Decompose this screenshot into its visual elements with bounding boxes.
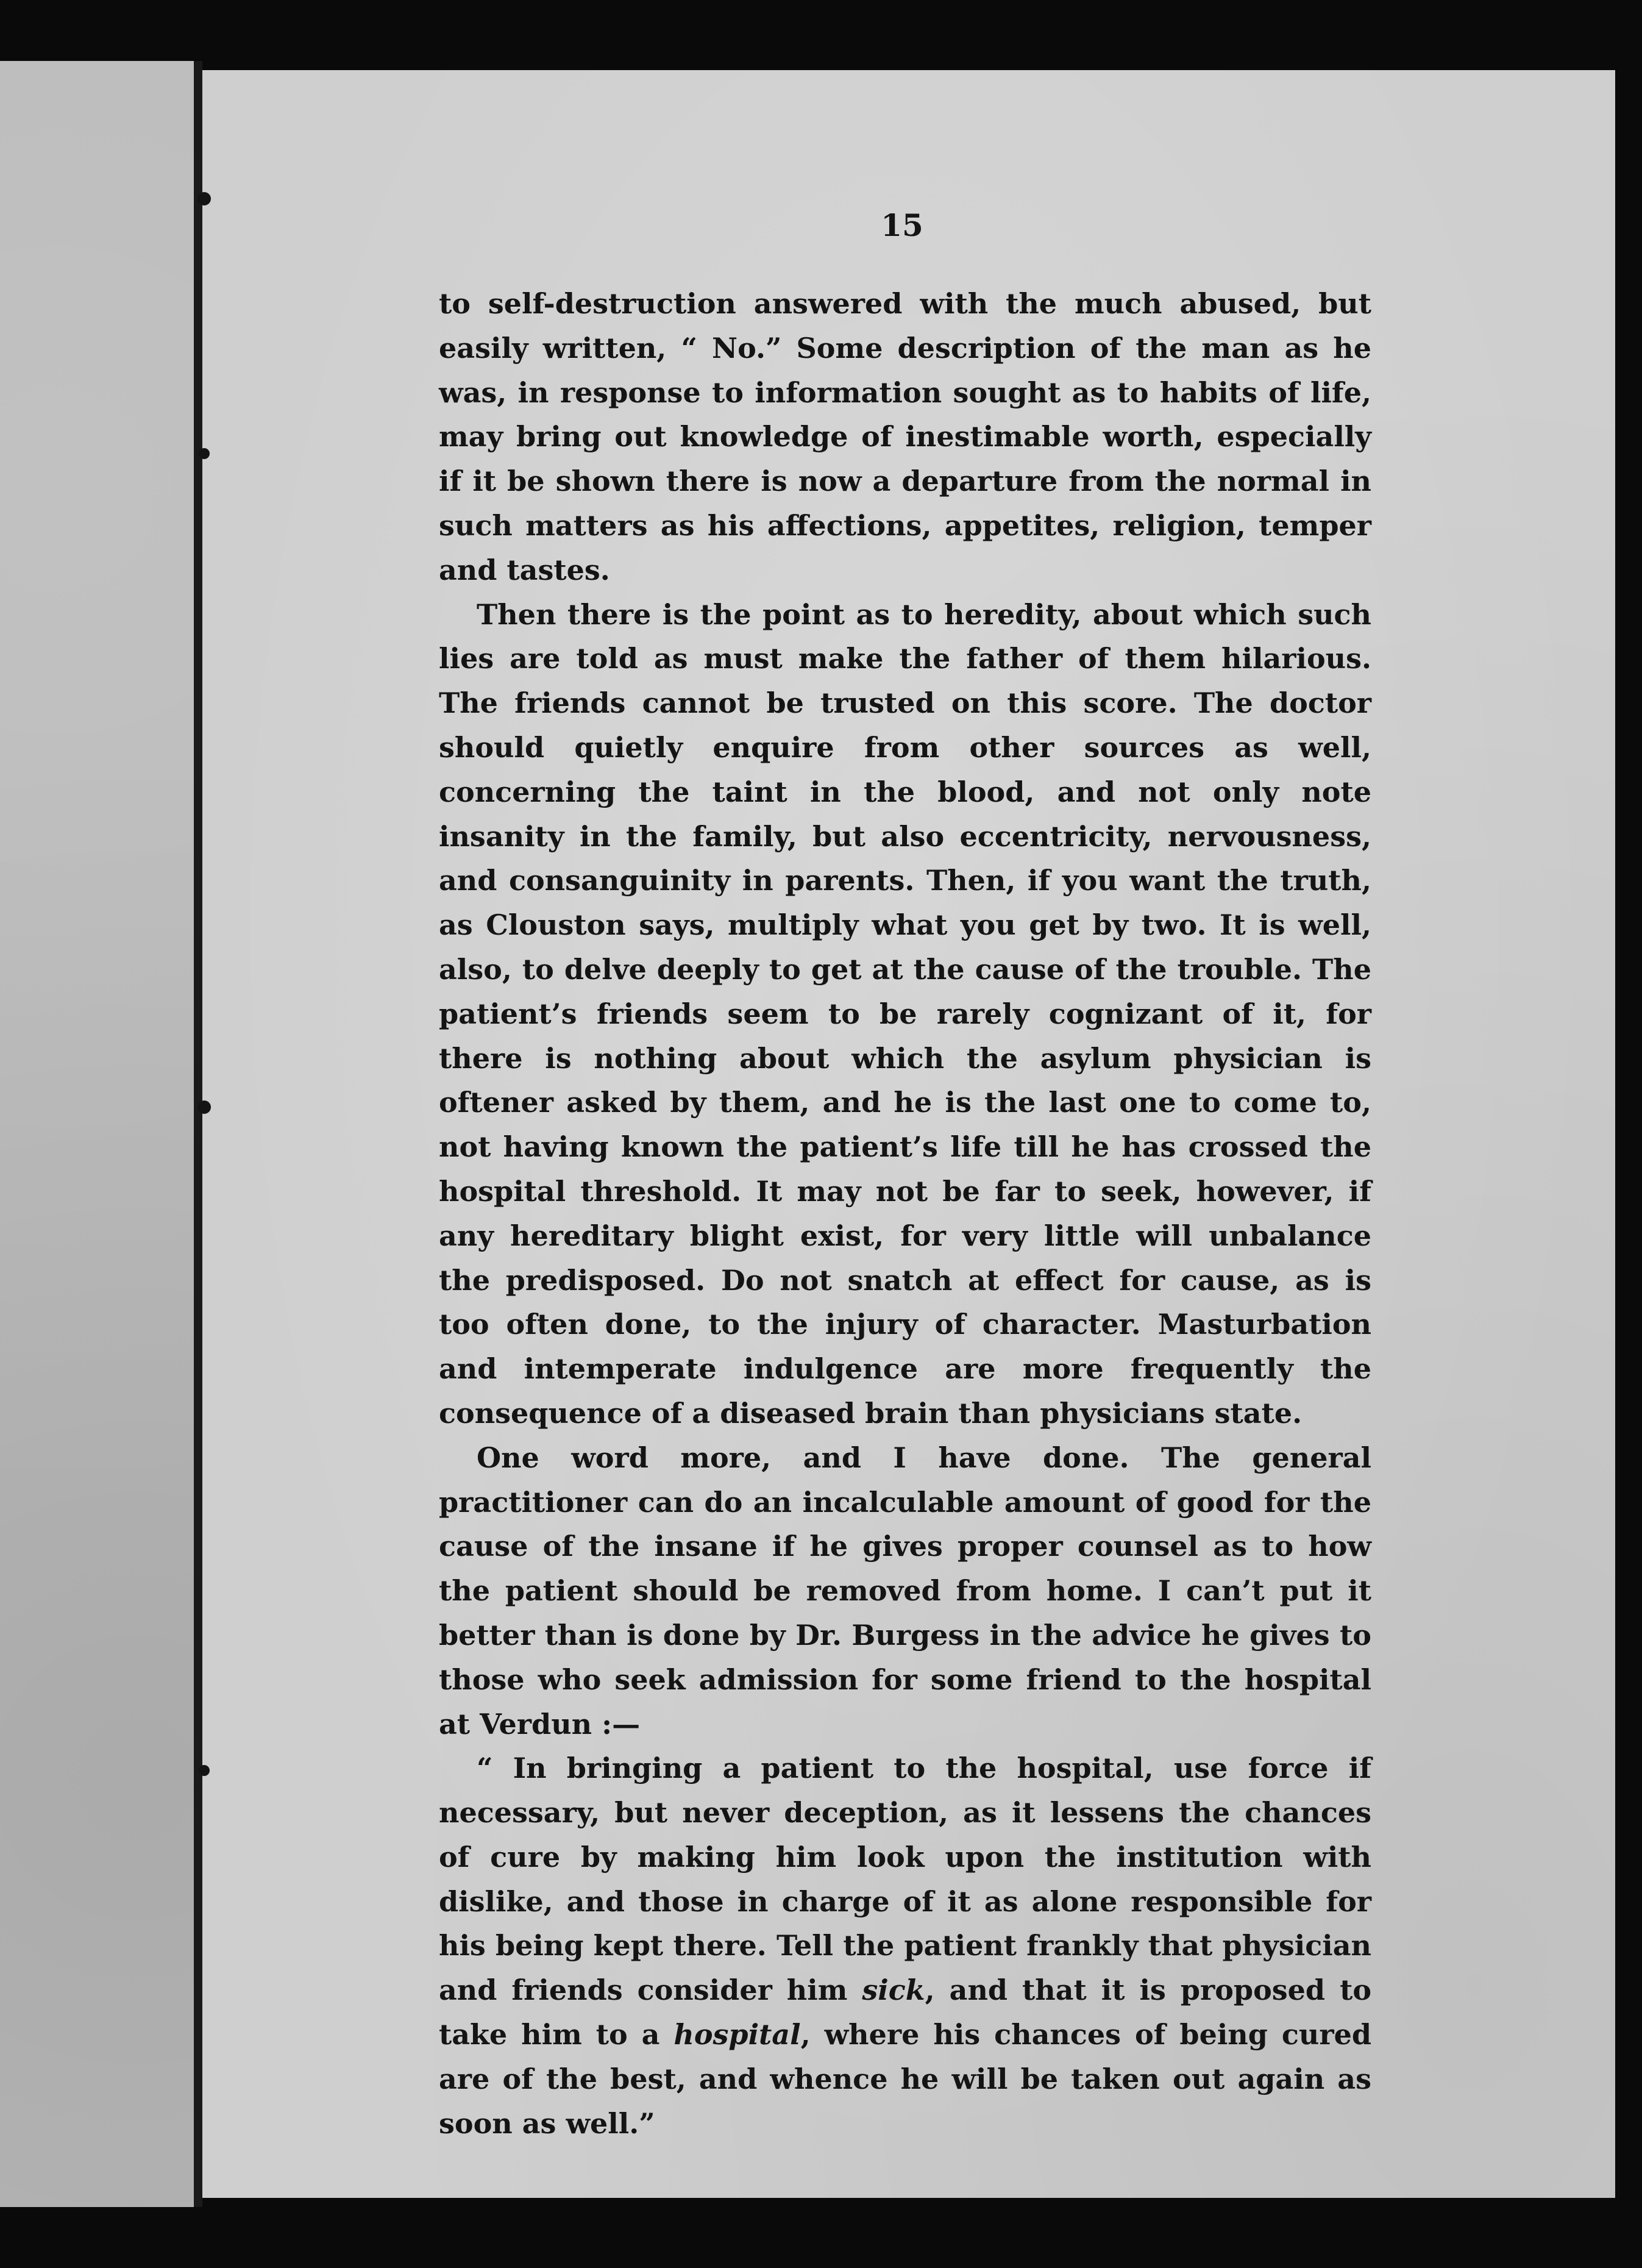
binding-mark [199,1765,210,1776]
binding-mark [197,1100,211,1114]
facing-page-edge [0,61,194,2207]
book-gutter [194,61,202,2207]
block-quote [439,1746,1371,2145]
quote-italic-word: hospital [674,2018,801,2052]
page-number: 15 [881,207,923,243]
paragraph: One word more, and I have done. The general practitioner can do an incalculable amount of good for the cause of the insane if he gives proper counsel as to how the patient should be removed from home. I can’t put it better than is done by Dr. Burgess in the advice he gives to those who seek admission for some friend to the hospital at Verdun :— [439,1441,1371,1741]
binding-mark [197,192,211,205]
paragraph: Then there is the point as to heredity, about which such lies are told as must make the father of them hilarious. The friends cannot be trusted on this score. The doctor should quietly enquire from other sources as well, concerning the taint in the blood, and not only note insanity in the family, but also eccentricity, nervousness, and consanguinity in parents. Then, if you want the truth, as Clouston says, multiply what you get by two. It is well, also, to delve deeply to get at the cause of the trouble. The patient’s friends seem to be rarely cognizant of it, for there is nothing about which the asylum physician is oftener asked by them, and he is the last one to come to, not having known the patient’s life till he has crossed the hospital threshold. It may not be far to seek, however, if any hereditary blight exist, for very little will unbalance the predisposed. Do not snatch at effect for cause, as is too often done, to the injury of character. Masturbation and intemperate indulgence are more frequently the consequence of a diseased brain than physicians state. [439,597,1371,1430]
paragraph: to self-destruction answered with the much abused, but easily written, “ No.” Some description of the man as he was, in response to information sought as to habits of life, may bring out knowledge of inestimable worth, especially if it be shown there is now a departure from the normal in such matters as his affections, appetites, religion, temper and tastes. [439,287,1371,587]
body-text [439,282,1371,2145]
quote-italic-word: sick [862,1974,925,2007]
quote-text: , where his chances of being cured are of the best, and whence he will be taken out again as soon as well.” [439,2018,1372,2140]
quote-text: “ In bringing a patient to the hospital, use force if necessary, but never deception, as it lessens the chances of cure by making him look upon the institution with dislike, and those in charge of it as alone responsible for his being kept there. Tell the patient frankly that physician and friends consider him [439,1752,1371,2007]
binding-mark [199,448,210,459]
quote-text: , and that it is proposed to take him to a [439,1974,1372,2052]
